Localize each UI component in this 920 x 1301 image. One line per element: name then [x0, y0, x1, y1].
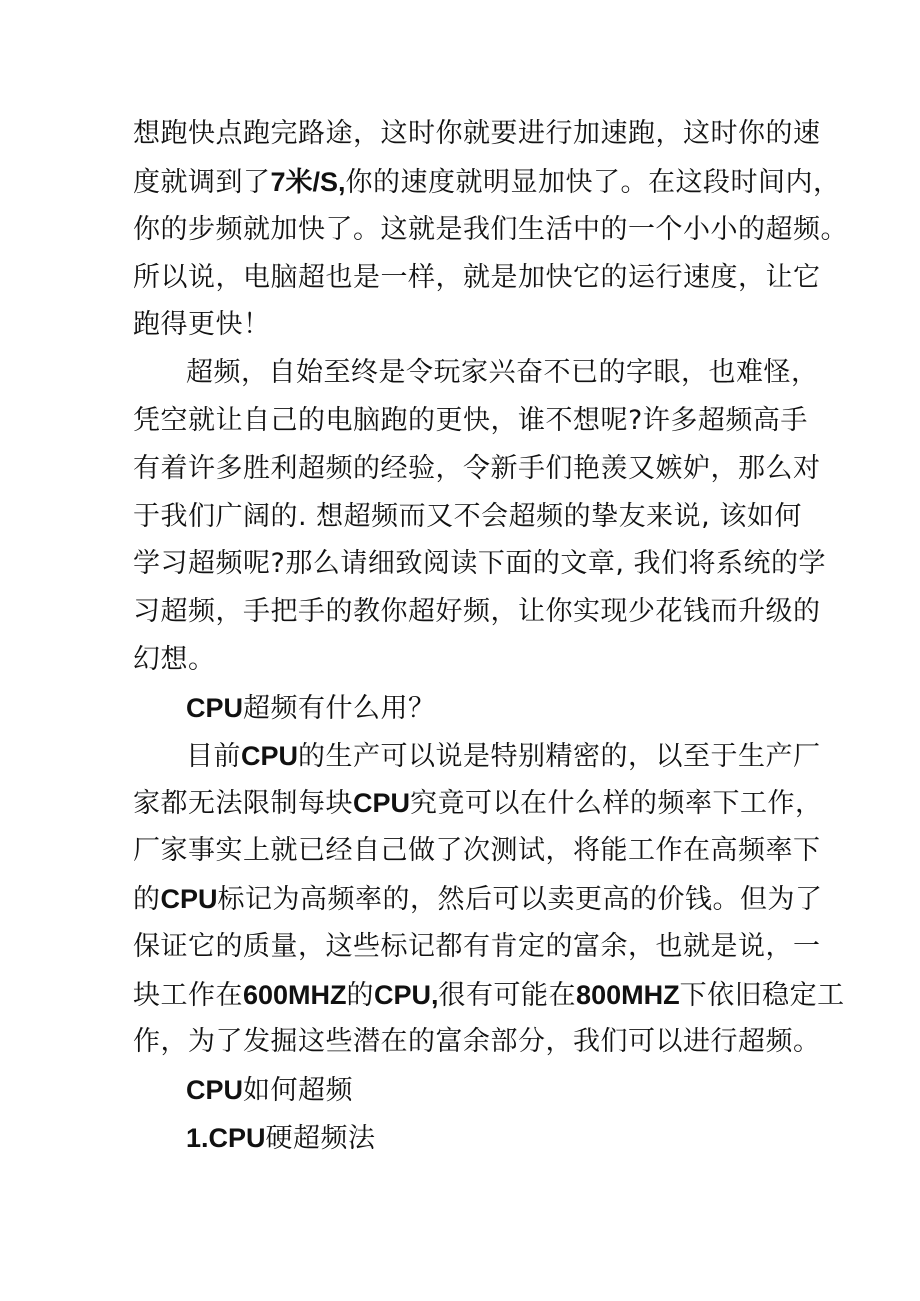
text-run: 目前	[186, 741, 241, 772]
text-run: 作，为了发掘这些潜在的富余部分，我们可以进行超频。	[133, 1026, 821, 1057]
heading-text: 如何超频	[243, 1075, 354, 1106]
text-run: 的	[346, 980, 375, 1011]
text-run: 究竟可以在什么样的频率下工作，	[410, 788, 823, 819]
heading-text: 硬超频法	[265, 1123, 376, 1154]
text-run: 厂家事实上就已经自己做了次测试，将能工作在高频率下	[133, 835, 821, 866]
text-run: 标记为高频率的，然后可以卖更高的价钱。但为了	[217, 884, 823, 915]
subsection-heading	[186, 1118, 376, 1158]
heading-latin: 1.CPU	[186, 1123, 266, 1153]
text-run-latin: CPU	[160, 884, 218, 914]
text-run-latin: CPU	[241, 741, 299, 771]
text-run: 的生产可以说是特别精密的，以至于生产厂	[298, 741, 821, 772]
text-run: 学习超频呢?那么请细致阅读下面的文章, 我们将系统的学	[133, 548, 826, 579]
text-run-latin: 7米/S,	[270, 167, 346, 197]
text-run-latin: 800MHZ	[576, 980, 680, 1010]
text-line	[133, 210, 848, 250]
text-line	[133, 592, 821, 632]
text-line	[186, 736, 821, 776]
text-line	[133, 1022, 821, 1062]
text-line	[133, 258, 821, 298]
text-line	[133, 544, 826, 584]
section-heading	[186, 1070, 353, 1110]
text-run-latin: CPU,	[374, 980, 439, 1010]
text-run: 你的速度就明显加快了。在这段时间内，	[345, 167, 841, 198]
text-run: 度就调到了	[133, 167, 271, 198]
text-run-latin: 600MHZ	[243, 980, 347, 1010]
text-line	[133, 401, 808, 441]
text-run: 幻想。	[133, 644, 216, 675]
text-run: 于我们广阔的. 想超频而又不会超频的挚友来说, 该如何	[133, 501, 802, 532]
text-run: 习超频，手把手的教你超好频，让你实现少花钱而升级的	[133, 596, 821, 627]
text-line	[133, 831, 821, 871]
text-run: 块工作在	[133, 980, 243, 1011]
section-heading	[186, 688, 436, 728]
text-run: 的	[133, 884, 161, 915]
text-line	[133, 879, 823, 919]
text-line	[133, 162, 841, 202]
text-line	[133, 640, 216, 680]
text-line	[133, 497, 802, 537]
text-run: 有着许多胜利超频的经验，令新手们艳羡又嫉妒，那么对	[133, 453, 821, 484]
text-line	[133, 305, 271, 345]
text-line	[133, 449, 821, 489]
text-line	[133, 783, 823, 823]
text-run: 下依旧稳定工	[679, 980, 845, 1011]
text-run: 跑得更快！	[133, 309, 271, 340]
text-run: 保证它的质量，这些标记都有肯定的富余，也就是说，一	[133, 931, 821, 962]
text-run: 想跑快点跑完路途，这时你就要进行加速跑，这时你的速	[133, 118, 821, 149]
text-run: 所以说，电脑超也是一样，就是加快它的运行速度，让它	[133, 262, 821, 293]
heading-text: 超频有什么用？	[243, 693, 436, 724]
text-line	[133, 927, 821, 967]
text-line	[133, 114, 821, 154]
text-run: 你的步频就加快了。这就是我们生活中的一个小小的超频。	[133, 214, 848, 245]
text-run: 超频，自始至终是令玩家兴奋不已的字眼，也难怪，	[186, 357, 819, 388]
text-run-latin: CPU	[353, 788, 411, 818]
heading-latin: CPU	[186, 693, 244, 723]
text-run: 凭空就让自己的电脑跑的更快，谁不想呢?许多超频高手	[133, 405, 808, 436]
text-run: 很有可能在	[438, 980, 577, 1011]
text-line	[186, 353, 819, 393]
text-line	[133, 975, 845, 1015]
heading-latin: CPU	[186, 1075, 244, 1105]
text-run: 家都无法限制每块	[133, 788, 353, 819]
